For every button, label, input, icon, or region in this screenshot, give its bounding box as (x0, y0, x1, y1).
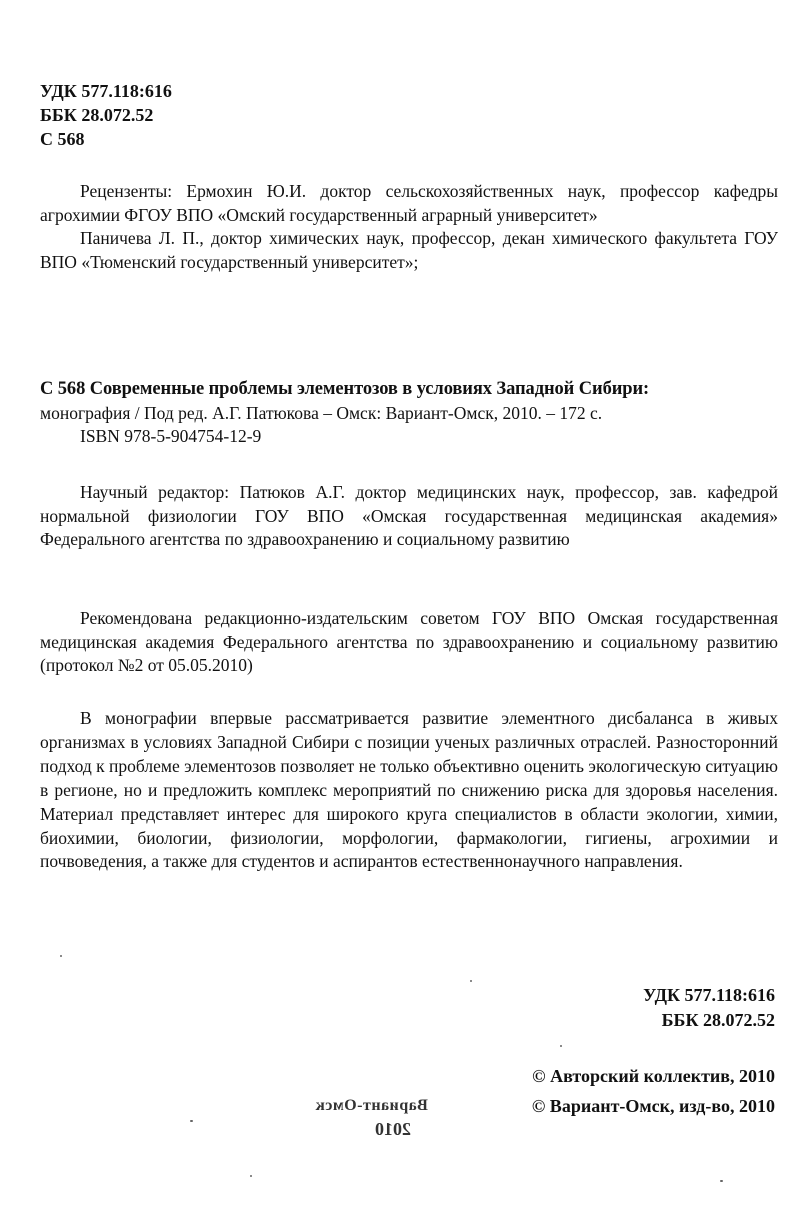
scan-speck (250, 1175, 252, 1177)
scan-speck (560, 1045, 562, 1047)
show-through-line-1: Вариант-Омск (315, 1097, 428, 1114)
copyright-authors: © Авторский коллектив, 2010 (532, 1066, 775, 1086)
abstract-text: В монографии впервые рассматривается развитие элементного дисбаланса в живых организмах в условиях Западной Сибири с позиции ученых различных отраслей. Разносторонний подход к проблеме элементозов позволяет не только объективно оценить экологическую ситуацию в регионе, но и предложить комплекс мероприятий по снижению риска для здоровья населения. Материал представляет интерес для широкого круга специалистов в области экологии, химии, биохимии, биологии, физиологии, морфологии, фармакологии, гигиены, агрохимии и почвоведения, а также для студентов и аспирантов естественнонаучного направления. (40, 708, 778, 872)
reviewer-2: Паничева Л. П., доктор химических наук, профессор, декан химического факультета ГОУ ВПО «Тюменский государственный университет»; (40, 228, 778, 272)
udk-code: УДК 577.118:616 (40, 81, 172, 101)
bbk-code-bottom: ББК 28.072.52 (661, 1010, 775, 1030)
bbk-code: ББК 28.072.52 (40, 105, 154, 125)
recommendation-text: Рекомендована редакционно-издательским советом ГОУ ВПО Омская государственная медицинская академия Федерального агентства по здравоохранению и социальному развитию (протокол №2 от 05.05.2010) (40, 608, 778, 676)
scan-speck (470, 980, 472, 982)
copyright-publisher: © Вариант-Омск, изд-во, 2010 (531, 1096, 775, 1116)
classification-codes-bottom (643, 983, 775, 1033)
scientific-editor-section (40, 481, 778, 552)
reviewers-section (40, 180, 778, 274)
udk-code-bottom: УДК 577.118:616 (643, 985, 775, 1005)
scan-speck (60, 955, 62, 957)
scan-speck (720, 1180, 723, 1182)
classification-codes-top (40, 79, 172, 151)
abstract-section (40, 707, 778, 874)
copyright-block (532, 1061, 775, 1121)
isbn: ISBN 978-5-904754-12-9 (80, 426, 262, 447)
catalog-title: С 568 Современные проблемы элементозов в условиях Западной Сибири: (40, 379, 650, 399)
catalog-details: монография / Под ред. А.Г. Патюкова – Омск: Вариант-Омск, 2010. – 172 с. (40, 402, 603, 423)
recommendation-section (40, 607, 778, 678)
author-mark: С 568 (40, 129, 85, 149)
scan-speck (190, 1120, 193, 1122)
mirrored-show-through-text (315, 1097, 450, 1149)
show-through-line-2: 2010 (375, 1119, 411, 1139)
reviewer-1: Рецензенты: Ермохин Ю.И. доктор сельскохозяйственных наук, профессор кафедры агрохимии ФГОУ ВПО «Омский государственный аграрный университет» (40, 181, 778, 225)
scientific-editor-text: Научный редактор: Патюков А.Г. доктор медицинских наук, профессор, зав. кафедрой нормальной физиологии ГОУ ВПО «Омская государственная медицинская академия» Федерального агентства по здравоохранению и социальному развитию (40, 482, 778, 550)
catalog-entry (40, 378, 778, 449)
